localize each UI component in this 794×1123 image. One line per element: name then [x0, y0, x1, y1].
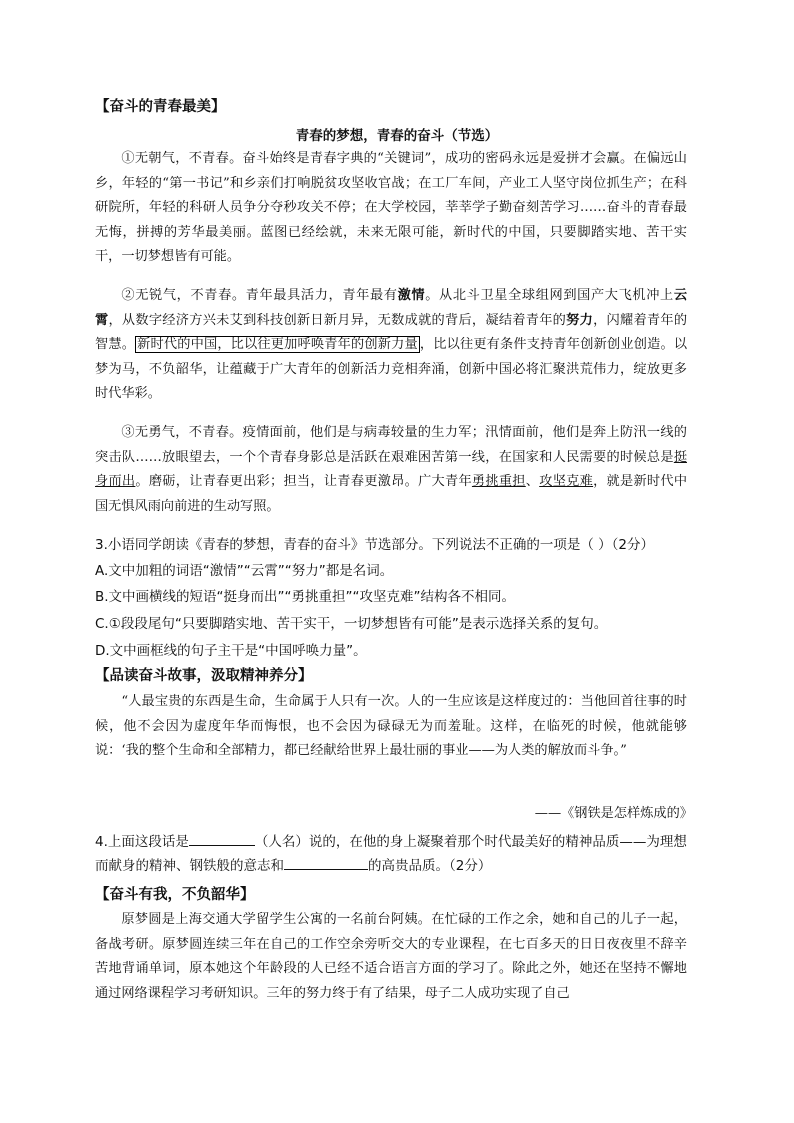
quote-source: ——《钢铁是怎样炼成的》 [534, 806, 693, 821]
quote-paragraph: “人最宝贵的东西是生命，生命属于人只有一次。人的一生应该是这样度过的：当他回首往事的时候，他不会因为虚度年华而悔恨，也不会因为碌碌无为而羞耻。这样，在临死的时候，他就能够说：‘我的整个生命和全部精力，都已经献给世界上最壮丽的事业——为人类的解放而斗争。” [95, 694, 687, 758]
question-3-stem: 3.小语同学朗读《青春的梦想，青春的奋斗》节选部分。下列说法不正确的一项是（ ）（2分） [95, 537, 655, 553]
bold-word-effort: 努力 [566, 312, 594, 328]
bold-word-passion: 激情 [397, 288, 426, 303]
bold-word-sky: 云霄 [95, 288, 688, 328]
p2-text-d: ，闪耀着青年的智慧。 [95, 312, 688, 352]
question-3-option-b: B.文中画横线的短语“挺身而出”“勇挑重担”“攻坚克难”结构各不相同。 [95, 589, 516, 605]
p2-text-b: 。从北斗卫星全球组网到国产大飞机冲上 [425, 288, 674, 303]
p3-text-d: ，就是新时代中国无惧风雨向前进的生动写照。 [95, 474, 688, 514]
paragraph-2 [95, 284, 687, 407]
p2-text-a: ②无锐气，不青春。青年最具活力，青年最有 [121, 288, 398, 303]
underlined-phrase-2: 勇挑重担 [471, 474, 526, 489]
article-title: 青春的梦想，青春的奋斗（节选） [295, 128, 499, 144]
question-3-option-d: D.文中画框线的句子主干是“中国呼唤力量”。 [95, 643, 367, 659]
p3-text-c: 、 [525, 474, 540, 489]
p2-text-c: ，从数字经济方兴未艾到科技创新日新月异，无数成就的背后，凝结着青年的 [108, 312, 567, 328]
paragraph-1: ①无朝气，不青春。奋斗始终是青春字典的“关键词”，成功的密码永远是爱拼才会赢。在偏远山乡，年轻的“第一书记”和乡亲们打响脱贫攻坚收官战；在工厂车间，产业工人坚守岗位抓生产；在科研院所，年轻的科研人员争分夺秒攻关不停；在大学校园，莘莘学子勤奋刻苦学习……奋斗的青春最无悔，拼搏的芳华最美丽。蓝图已经绘就，未来无限可能，新时代的中国，只要脚踏实地、苦干实干，一切梦想皆有可能。 [95, 151, 687, 264]
paragraph-3 [95, 421, 687, 519]
p3-text-a: ③无勇气，不青春。疫情面前，他们是与病毒较量的生力军；汛情面前，他们是奔上防汛一线的突击队……放眼望去，一个个青春身影总是活跃在艰难困苦第一线，在国家和人民需要的时候总是 [95, 425, 687, 465]
underlined-phrase-3: 攻坚克难 [539, 474, 594, 489]
story-paragraph: 原梦圆是上海交通大学留学生公寓的一名前台阿姨。在忙碌的工作之余，她和自己的儿子一起，备战考研。原梦圆连续三年在自己的工作空余旁听交大的专业课程，在七百多天的日日夜夜里不辞辛苦地背诵单词，原本她这个年龄段的人已经不适合语言方面的学习了。除此之外，她还在坚持不懈地通过网络课程学习考研知识。三年的努力终于有了结果，母子二人成功实现了自己 [95, 912, 687, 1001]
q4-text-3: 的高贵品质。（2分） [368, 858, 492, 874]
p2-text-e: ，比以往更有条件支持青年创新创业创造。以梦为马，不负韶华，让蕴藏于广大青年的创新活力竞相奔涌，创新中国必将汇聚洪荒伟力，绽放更多时代华彩。 [95, 337, 688, 401]
boxed-sentence: 新时代的中国，比以往更加呼唤青年的创新力量 [137, 337, 418, 352]
answer-blank-name[interactable] [189, 831, 255, 846]
section-heading-striving: 【奋斗有我，不负韶华】 [95, 887, 255, 903]
section-heading-stories: 【品读奋斗故事，汲取精神养分】 [95, 668, 313, 684]
question-3-option-c: C.①段段尾句“只要脚踏实地、苦干实干，一切梦想皆有可能”是表示选择关系的复句。 [95, 616, 608, 632]
p3-text-b: 。磨砺，让青春更出彩；担当，让青春更激昂。广大青年 [135, 474, 472, 489]
q4-text-1: 4.上面这段话是 [95, 834, 189, 850]
answer-blank-quality[interactable] [284, 855, 368, 870]
section-heading-youth: 【奋斗的青春最美】 [95, 99, 226, 115]
question-4 [95, 830, 695, 878]
underlined-phrase-1: 挺身而出 [95, 449, 687, 489]
q4-text-2: （人名）说的，在他的身上凝聚着那个时代最美好的精神品质——为理想而献身的精神、钢铁般的意志和 [95, 834, 687, 874]
question-3-option-a: A.文中加粗的词语“激情”“云霄”“努力”都是名词。 [95, 563, 394, 579]
